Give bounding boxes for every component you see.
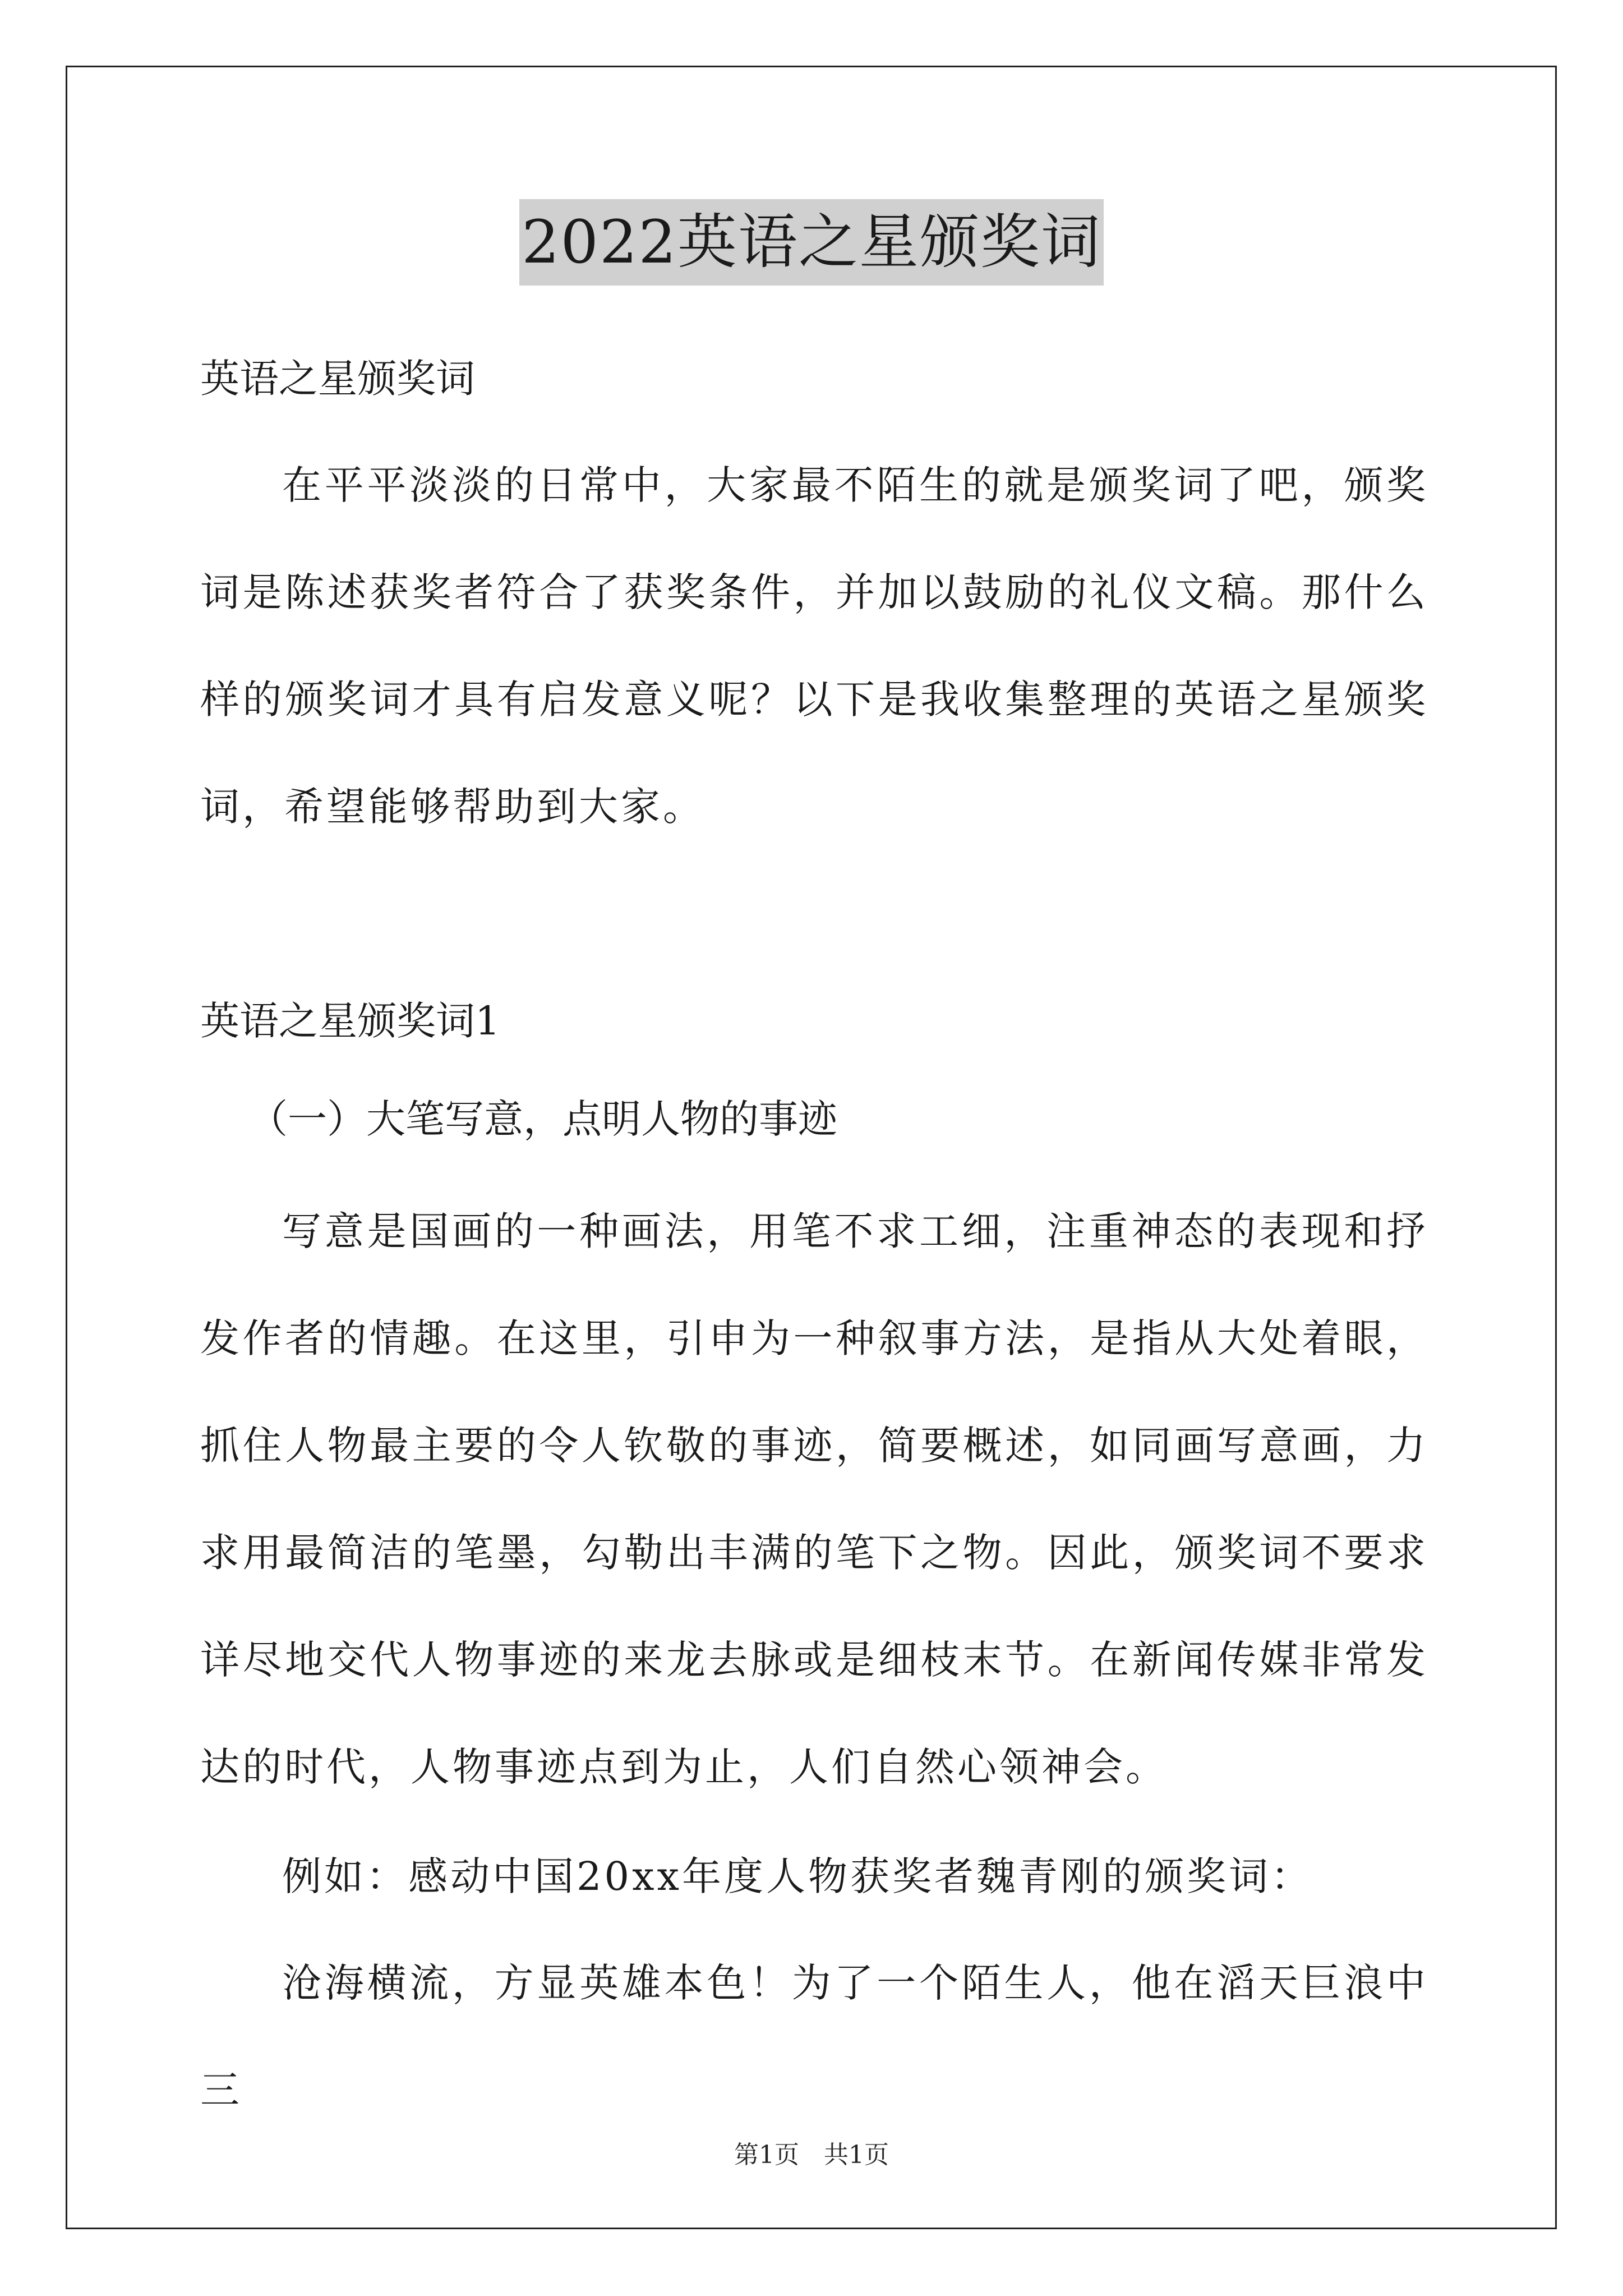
section-heading: 英语之星颁奖词1 xyxy=(200,998,500,1044)
body-paragraph-3: 沧海横流，方显英雄本色！为了一个陌生人，他在滔天巨浪中三 xyxy=(200,1960,1428,2113)
page-footer: 第1页 共1页 xyxy=(734,2141,889,2169)
intro-paragraph: 在平平淡淡的日常中，大家最不陌生的就是颁奖词了吧，颁奖词是陈述获奖者符合了获奖条件，并加以鼓励的礼仪文稿。那什么样的颁奖词才具有启发意义呢？以下是我收集整理的英语之星颁奖词，希望能够帮助到大家。 xyxy=(200,462,1428,830)
section-subheading: （一）大笔写意，点明人物的事迹 xyxy=(248,1096,837,1142)
document-title: 2022英语之星颁奖词 xyxy=(519,199,1104,286)
body-paragraph-1: 写意是国画的一种画法，用笔不求工细，注重神态的表现和抒发作者的情趣。在这里，引申为一种叙事方法，是指从大处着眼，抓住人物最主要的令人钦敬的事迹，简要概述，如同画写意画，力求用最简洁的笔墨，勾勒出丰满的笔下之物。因此，颁奖词不要求详尽地交代人物事迹的来龙去脉或是细枝末节。在新闻传媒非常发达的时代，人物事迹点到为止，人们自然心领神会。 xyxy=(200,1208,1428,1790)
title-container xyxy=(0,199,1623,286)
document-subtitle: 英语之星颁奖词 xyxy=(200,356,475,402)
body-paragraph-2: 例如：感动中国20xx年度人物获奖者魏青刚的颁奖词： xyxy=(282,1853,1313,1899)
